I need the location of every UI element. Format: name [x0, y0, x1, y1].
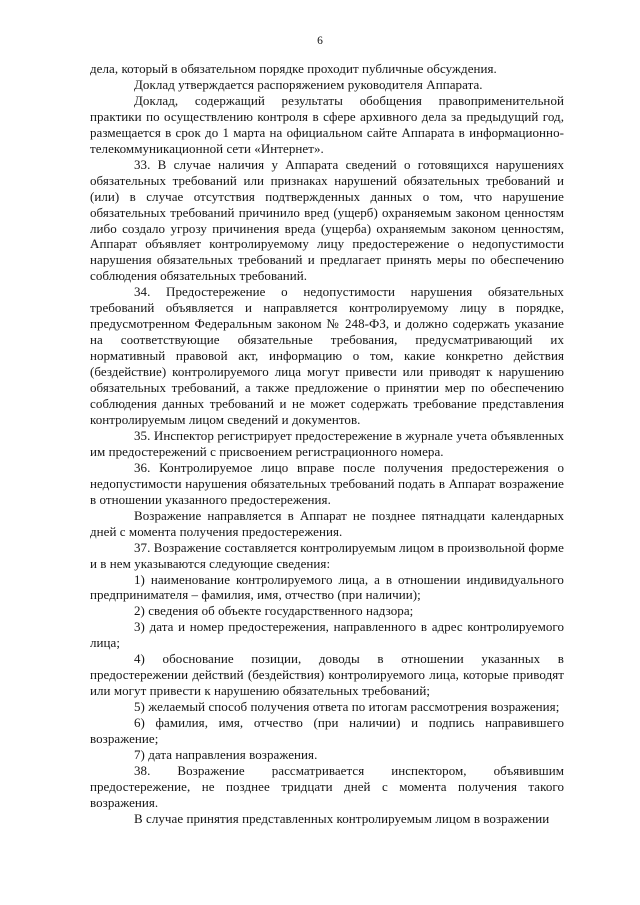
document-body	[90, 61, 564, 827]
list-item: 6) фамилия, имя, отчество (при наличии) и подпись направившего возражение;	[90, 715, 564, 747]
list-item: 5) желаемый способ получения ответа по итогам рассмотрения возражения;	[134, 699, 560, 715]
paragraph-continuation: дела, который в обязательном порядке проходит публичные обсуждения.	[90, 61, 497, 76]
paragraph-clause-33: 33. В случае наличия у Аппарата сведений о готовящихся нарушениях обязательных требований или признаках нарушений обязательных требований и (или) в случае отсутствия подтвержденных данных о том, что нарушение обязательных требований причинило вред (ущерб) охраняемым законом ценностям либо создало угрозу причинения вреда (ущерба) охраняемым законом ценностям, Аппарат объявляет контролируемому лицу предостережение о недопустимости нарушения обязательных требований и предлагает принять меры по обеспечению соблюдения обязательных требований.	[90, 156, 564, 284]
paragraph-clause-36: 36. Контролируемое лицо вправе после получения предостережения о недопустимости нарушения обязательных требований подать в Аппарат возражение в отношении указанного предостережения.	[90, 459, 564, 507]
list-item: 2) сведения об объекте государственного надзора;	[134, 603, 414, 619]
paragraph-clause-37: 37. Возражение составляется контролируемым лицом в произвольной форме и в нем указываются следующие сведения:	[90, 539, 564, 571]
page-number: 6	[317, 35, 323, 47]
paragraph: В случае принятия представленных контролируемым лицом в возражении	[134, 810, 550, 826]
paragraph: Возражение направляется в Аппарат не позднее пятнадцати календарных дней с момента получения предостережения.	[90, 507, 564, 539]
paragraph: Доклад утверждается распоряжением руководителя Аппарата.	[134, 76, 483, 92]
list-item: 1) наименование контролируемого лица, а в отношении индивидуального предпринимателя – фамилия, имя, отчество (при наличии);	[90, 571, 564, 603]
list-item: 3) дата и номер предостережения, направленного в адрес контролируемого лица;	[90, 619, 564, 651]
list-item: 4) обоснование позиции, доводы в отношении указанных в предостережении действий (бездействия) контролируемого лица, которые приводят или могут привести к нарушению обязательных требований;	[90, 651, 564, 699]
paragraph-clause-35: 35. Инспектор регистрирует предостережение в журнале учета объявленных им предостережений с присвоением регистрационного номера.	[90, 427, 564, 459]
paragraph-clause-38: 38. Возражение рассматривается инспектором, объявившим предостережение, не позднее тридцати дней с момента получения такого возражения.	[90, 762, 564, 810]
paragraph-clause-34: 34. Предостережение о недопустимости нарушения обязательных требований объявляется и направляется контролируемому лицу в порядке, предусмотренном Федеральным законом № 248-ФЗ, и должно содержать указание на соответствующие обязательные требования, предусматривающий их нормативный правовой акт, информацию о том, какие конкретно действия (бездействие) контролируемого лица могут привести или приводят к нарушению обязательных требований, а также предложение о принятии мер по обеспечению соблюдения данных требований и не может содержать требование представления контролируемым лицом сведений и документов.	[90, 284, 564, 427]
list-item: 7) дата направления возражения.	[134, 746, 318, 762]
paragraph: Доклад, содержащий результаты обобщения правоприменительной практики по осуществлению контроля в сфере архивного дела за предыдущий год, размещается в срок до 1 марта на официальном сайте Аппарата в информационно-телекоммуникационной сети «Интернет».	[90, 92, 564, 156]
